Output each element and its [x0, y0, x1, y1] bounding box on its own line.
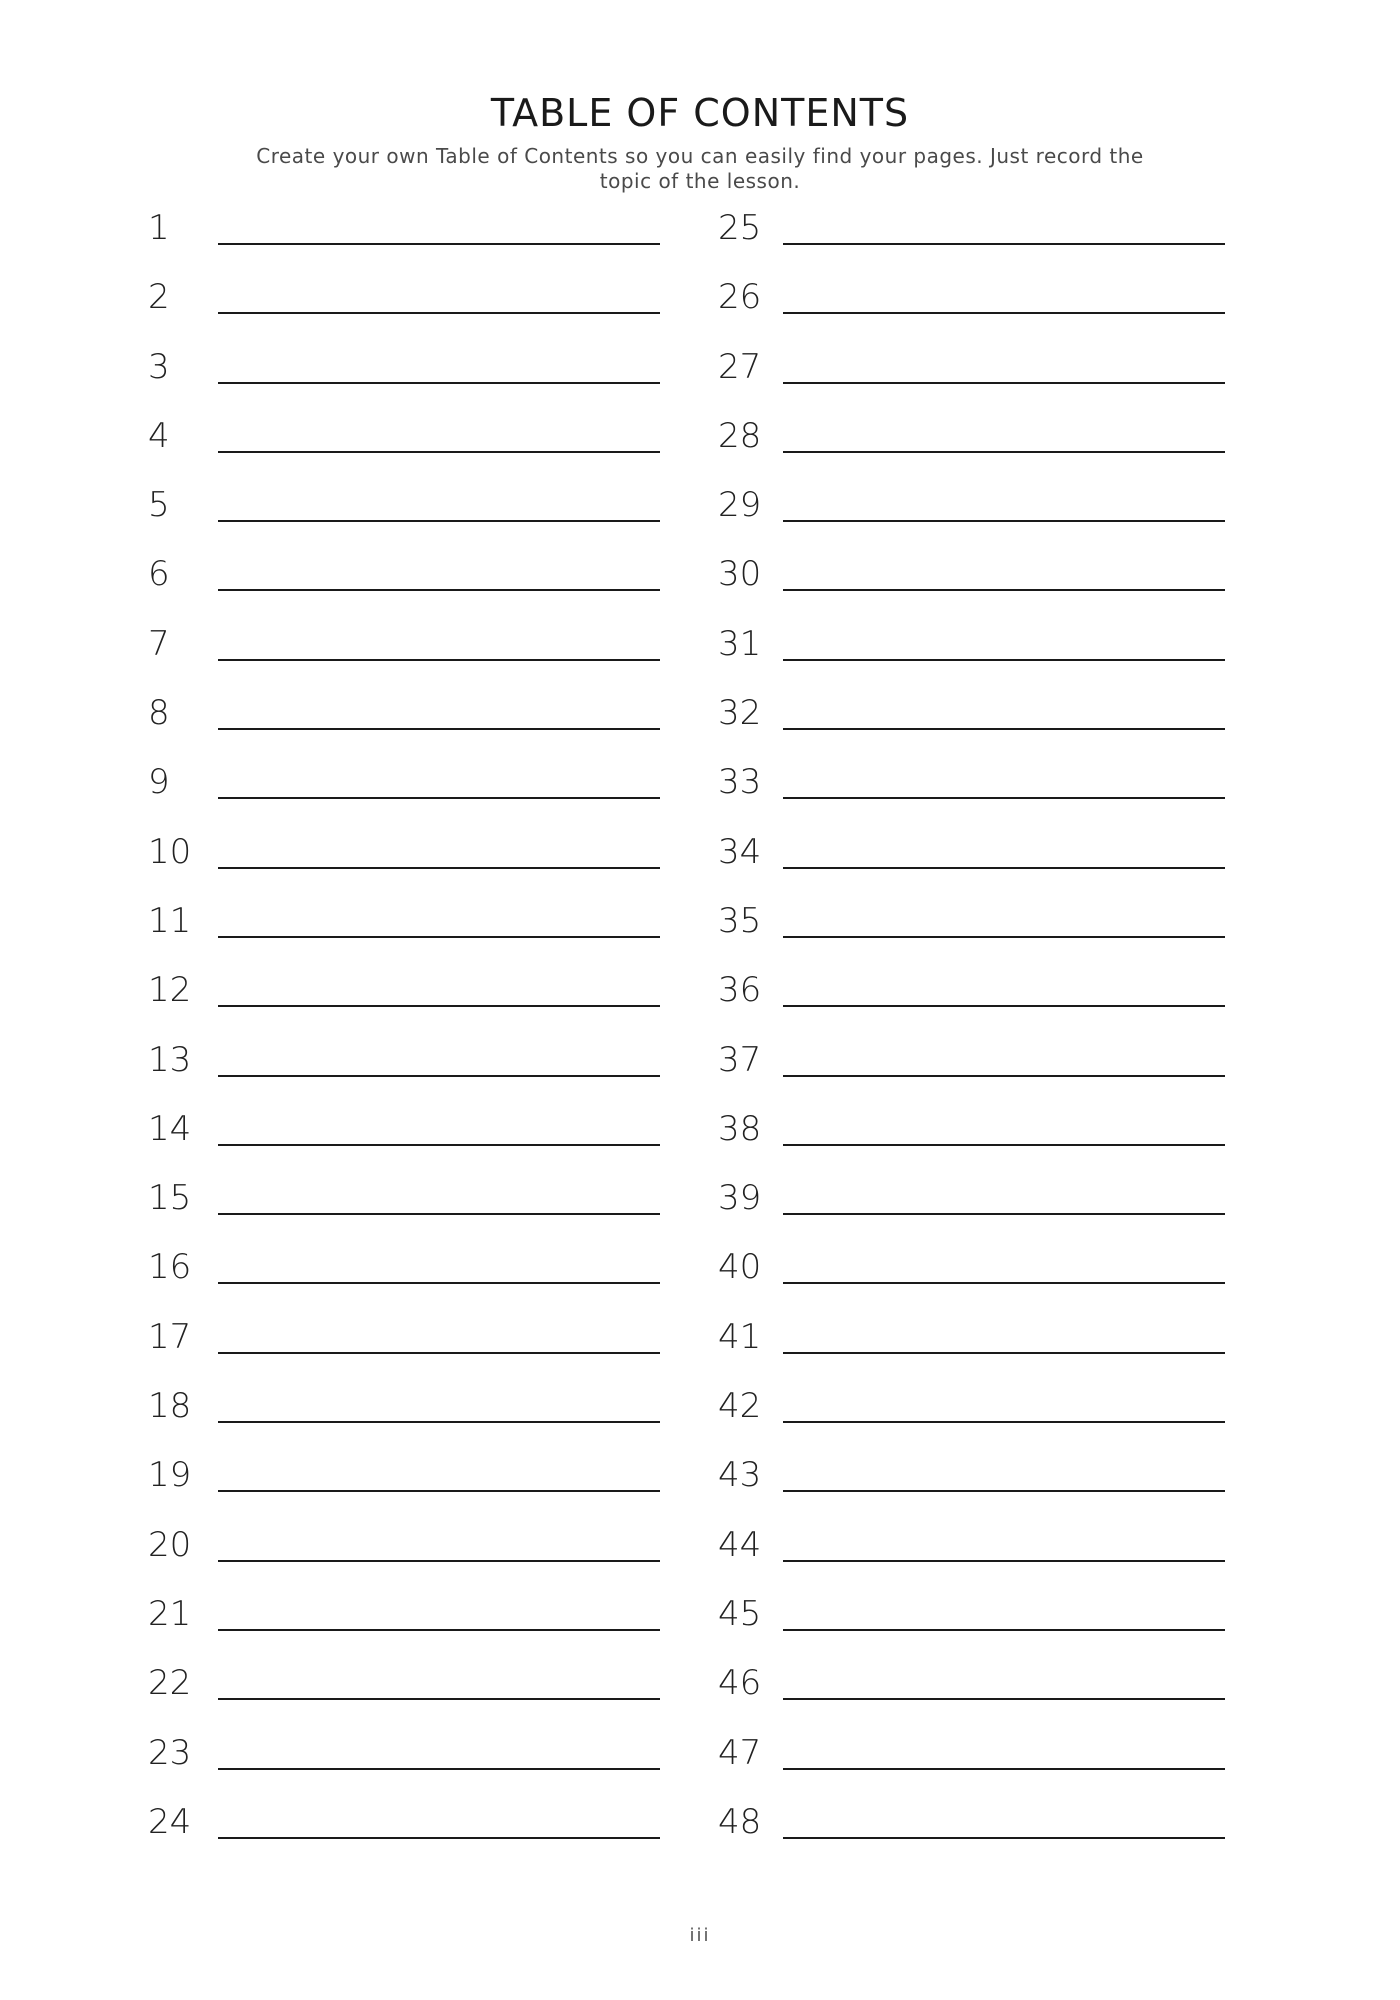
toc-entry [718, 208, 1263, 277]
toc-entry-write-line[interactable] [218, 312, 660, 314]
toc-entry-write-line[interactable] [783, 1490, 1225, 1492]
toc-entry [718, 1178, 1263, 1247]
toc-entry-write-line[interactable] [783, 936, 1225, 938]
toc-entry [148, 1178, 693, 1247]
toc-entry-number: 29 [718, 485, 762, 526]
toc-entry-write-line[interactable] [783, 1352, 1225, 1354]
toc-entry-write-line[interactable] [783, 243, 1225, 245]
toc-entry-write-line[interactable] [218, 1213, 660, 1215]
page-number: iii [689, 1925, 711, 1946]
toc-entry-number: 30 [718, 554, 762, 595]
toc-entry-write-line[interactable] [218, 589, 660, 591]
toc-entry [148, 1455, 693, 1524]
toc-entry-write-line[interactable] [218, 1698, 660, 1700]
toc-entry [148, 1247, 693, 1316]
toc-entry-number: 8 [148, 693, 170, 734]
toc-entry [148, 1317, 693, 1386]
toc-entry [718, 1733, 1263, 1802]
toc-entry-write-line[interactable] [218, 1490, 660, 1492]
toc-entry-number: 25 [718, 208, 762, 248]
toc-entry-write-line[interactable] [218, 1352, 660, 1354]
page-title: TABLE OF CONTENTS [490, 91, 910, 135]
toc-entry [718, 1109, 1263, 1178]
toc-entry-number: 36 [718, 970, 762, 1011]
toc-entry-write-line[interactable] [783, 1075, 1225, 1077]
toc-entry [148, 970, 693, 1039]
toc-entry-number: 26 [718, 277, 762, 318]
toc-entry-write-line[interactable] [783, 520, 1225, 522]
toc-entry [718, 1663, 1263, 1732]
toc-entry-number: 11 [148, 900, 192, 941]
toc-entry [718, 1040, 1263, 1109]
page-instructions: Create your own Table of Contents so you can easily find your pages. Just record the topic of the lesson. [256, 144, 1144, 193]
toc-entry [148, 1109, 693, 1178]
toc-entry [718, 554, 1263, 623]
toc-entry-write-line[interactable] [218, 520, 660, 522]
toc-entry-number: 31 [718, 623, 762, 664]
toc-entry-number: 13 [148, 1039, 192, 1080]
toc-entry-number: 48 [718, 1801, 762, 1842]
toc-entry-number: 15 [148, 1178, 192, 1219]
toc-entry-write-line[interactable] [783, 312, 1225, 314]
toc-entry-number: 22 [148, 1663, 192, 1704]
toc-entry-write-line[interactable] [783, 1698, 1225, 1700]
toc-entry [148, 1802, 693, 1871]
toc-entry [148, 1594, 693, 1663]
toc-entry-number: 35 [718, 900, 762, 941]
toc-entry-write-line[interactable] [218, 936, 660, 938]
toc-entry-number: 28 [718, 415, 762, 456]
toc-entry [148, 277, 693, 346]
toc-entry-write-line[interactable] [783, 1837, 1225, 1839]
toc-entry-number: 43 [718, 1455, 762, 1496]
toc-entry [718, 1386, 1263, 1455]
toc-entry [718, 1802, 1263, 1871]
toc-entry-write-line[interactable] [218, 1837, 660, 1839]
toc-entry-number: 4 [148, 415, 170, 456]
toc-entry [718, 970, 1263, 1039]
toc-entry-number: 9 [148, 762, 170, 803]
toc-entry-number: 37 [718, 1039, 762, 1080]
toc-entry-number: 1 [148, 208, 170, 248]
toc-entry [148, 693, 693, 762]
toc-entry [148, 347, 693, 416]
toc-entry [718, 1317, 1263, 1386]
toc-entry-number: 18 [148, 1386, 192, 1427]
toc-entry [718, 347, 1263, 416]
toc-entry [718, 1594, 1263, 1663]
toc-entry [148, 901, 693, 970]
toc-entry-write-line[interactable] [783, 1144, 1225, 1146]
toc-entry-number: 16 [148, 1247, 192, 1288]
toc-entry-write-line[interactable] [218, 1075, 660, 1077]
toc-entry-write-line[interactable] [218, 797, 660, 799]
toc-entry-write-line[interactable] [783, 867, 1225, 869]
toc-entry-write-line[interactable] [218, 1282, 660, 1284]
toc-entry-write-line[interactable] [218, 1144, 660, 1146]
toc-entry-number: 47 [718, 1732, 762, 1773]
toc-entry [718, 277, 1263, 346]
toc-entry-write-line[interactable] [218, 1005, 660, 1007]
toc-entry [718, 693, 1263, 762]
toc-entry-write-line[interactable] [218, 659, 660, 661]
toc-entry-number: 41 [718, 1316, 762, 1357]
toc-column-left [148, 208, 693, 1871]
toc-column-right [718, 208, 1263, 1871]
toc-entry-number: 32 [718, 693, 762, 734]
toc-entry-write-line[interactable] [783, 1421, 1225, 1423]
toc-entry-write-line[interactable] [783, 659, 1225, 661]
toc-entry [148, 1525, 693, 1594]
toc-entry [718, 762, 1263, 831]
toc-entry [148, 554, 693, 623]
toc-entry-write-line[interactable] [783, 1768, 1225, 1770]
toc-entry-number: 24 [148, 1801, 192, 1842]
toc-entry [718, 1455, 1263, 1524]
toc-entry-number: 42 [718, 1386, 762, 1427]
toc-entry-write-line[interactable] [218, 243, 660, 245]
toc-entry-write-line[interactable] [783, 589, 1225, 591]
toc-entry [718, 1247, 1263, 1316]
toc-entry-write-line[interactable] [218, 382, 660, 384]
toc-entry-number: 33 [718, 762, 762, 803]
toc-entry-number: 27 [718, 346, 762, 387]
toc-entry [148, 208, 693, 277]
toc-entry-number: 23 [148, 1732, 192, 1773]
toc-entry-number: 6 [148, 554, 170, 595]
toc-entry [148, 1663, 693, 1732]
toc-entry-write-line[interactable] [218, 1768, 660, 1770]
toc-entry-write-line[interactable] [218, 1560, 660, 1562]
toc-entry-number: 10 [148, 831, 192, 872]
toc-entry-number: 40 [718, 1247, 762, 1288]
toc-entry-number: 12 [148, 970, 192, 1011]
toc-entry-number: 46 [718, 1663, 762, 1704]
toc-entry [148, 1040, 693, 1109]
toc-entry-write-line[interactable] [783, 797, 1225, 799]
toc-entry-number: 44 [718, 1524, 762, 1565]
toc-entry-write-line[interactable] [783, 1213, 1225, 1215]
toc-entry-write-line[interactable] [783, 1282, 1225, 1284]
toc-entry [718, 485, 1263, 554]
toc-entry [148, 624, 693, 693]
toc-entry-number: 34 [718, 831, 762, 872]
toc-entry [718, 1525, 1263, 1594]
toc-entry [718, 624, 1263, 693]
toc-entry [718, 832, 1263, 901]
toc-entry-write-line[interactable] [783, 1005, 1225, 1007]
toc-entry-write-line[interactable] [783, 1560, 1225, 1562]
toc-entry [148, 1386, 693, 1455]
toc-entry [148, 762, 693, 831]
toc-entry-write-line[interactable] [783, 728, 1225, 730]
toc-entry-number: 5 [148, 485, 170, 526]
toc-entry-write-line[interactable] [218, 1421, 660, 1423]
toc-entry-number: 20 [148, 1524, 192, 1565]
toc-entry-write-line[interactable] [218, 451, 660, 453]
toc-entry-number: 3 [148, 346, 170, 387]
toc-entry-number: 14 [148, 1108, 192, 1149]
toc-entry-write-line[interactable] [218, 728, 660, 730]
toc-entry-write-line[interactable] [218, 1629, 660, 1631]
toc-entry [148, 416, 693, 485]
page-header [0, 90, 1400, 194]
toc-entry-write-line[interactable] [783, 1629, 1225, 1631]
toc-entry-number: 19 [148, 1455, 192, 1496]
toc-entry-number: 7 [148, 623, 170, 664]
toc-entry [148, 1733, 693, 1802]
toc-entry [148, 485, 693, 554]
toc-entry-number: 45 [718, 1593, 762, 1634]
toc-entry [718, 901, 1263, 970]
toc-entry-write-line[interactable] [783, 382, 1225, 384]
toc-entry-number: 2 [148, 277, 170, 318]
toc-entry-write-line[interactable] [218, 867, 660, 869]
toc-entry-number: 21 [148, 1593, 192, 1634]
toc-entry-write-line[interactable] [783, 451, 1225, 453]
toc-entry [148, 832, 693, 901]
toc-entry-number: 38 [718, 1108, 762, 1149]
toc-entry [718, 416, 1263, 485]
toc-entry-number: 39 [718, 1178, 762, 1219]
toc-entry-number: 17 [148, 1316, 192, 1357]
